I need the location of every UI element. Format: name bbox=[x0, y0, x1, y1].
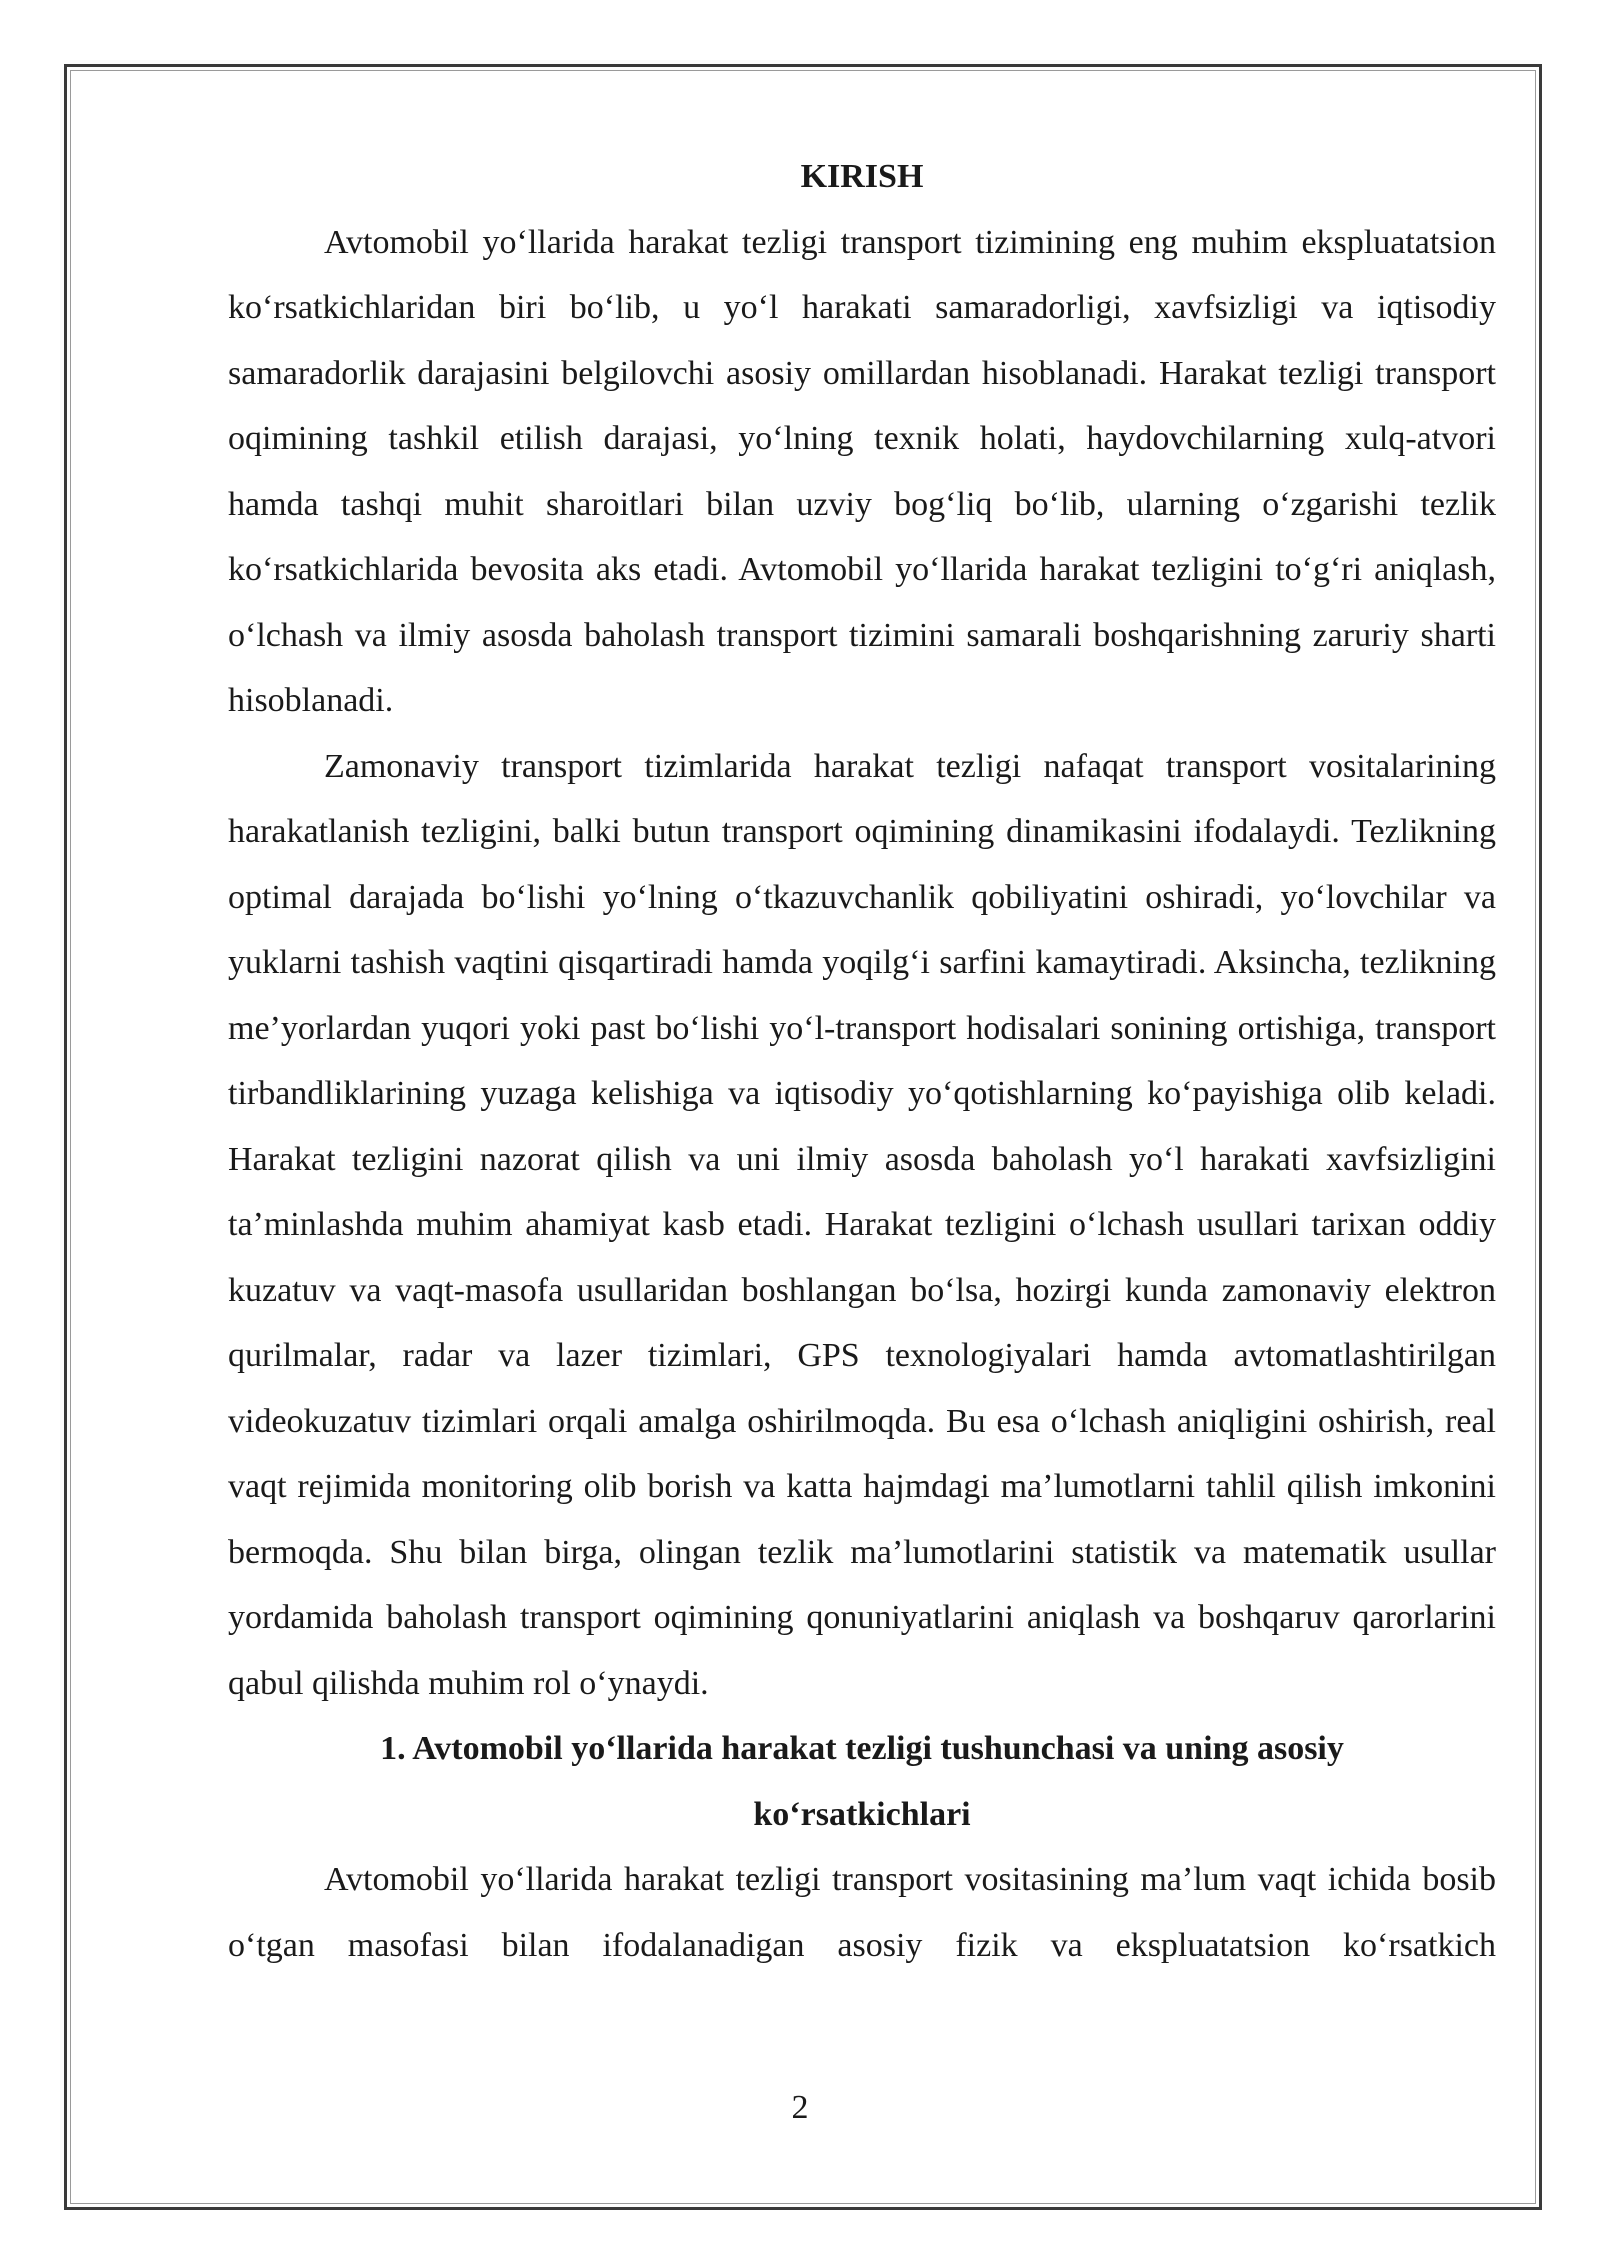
document-title: KIRISH bbox=[800, 158, 924, 195]
section-paragraph: Avtomobil yo‘llarida harakat tezligi transport vositasining ma’lum vaqt ichida bosib o‘tgan masofasi bilan ifodalanadigan asosiy fizik va ekspluatatsion ko‘rsatkich bbox=[228, 1861, 1496, 1964]
section-heading: 1. Avtomobil yo‘llarida harakat tezligi tushunchasi va uning asosiy ko‘rsatkichlari bbox=[380, 1730, 1344, 1833]
page-number: 2 bbox=[791, 2089, 809, 2126]
intro-paragraph-1: Avtomobil yo‘llarida harakat tezligi transport tizimining eng muhim ekspluatatsion ko‘rsatkichlaridan biri bo‘lib, u yo‘l harakati samaradorligi, xavfsizligi va iqtisodiy samaradorlik darajasini belgilovchi asosiy omillardan hisoblanadi. Harakat tezligi transport oqimining tashkil etilish darajasi, yo‘lning texnik holati, haydovchilarning xulq-atvori hamda tashqi muhit sharoitlari bilan uzviy bog‘liq bo‘lib, ularning o‘zgarishi tezlik ko‘rsatkichlarida bevosita aks etadi. Avtomobil yo‘llarida harakat tezligini to‘g‘ri aniqlash, o‘lchash va ilmiy asosda baholash transport tizimini samarali boshqarishning zaruriy sharti hisoblanadi. bbox=[228, 223, 1496, 719]
document-body bbox=[228, 144, 1496, 1978]
intro-paragraph-2: Zamonaviy transport tizimlarida harakat tezligi nafaqat transport vositalarining harakatlanish tezligini, balki butun transport oqimining dinamikasini ifodalaydi. Tezlikning optimal darajada bo‘lishi yo‘lning o‘tkazuvchanlik qobiliyatini oshiradi, yo‘lovchilar va yuklarni tashish vaqtini qisqartiradi hamda yoqilg‘i sarfini kamaytiradi. Aksincha, tezlikning me’yorlardan yuqori yoki past bo‘lishi yo‘l-transport hodisalari sonining ortishiga, transport tirbandliklarining yuzaga kelishiga va iqtisodiy yo‘qotishlarning ko‘payishiga olib keladi. Harakat tezligini nazorat qilish va uni ilmiy asosda baholash yo‘l harakati xavfsizligini ta’minlashda muhim ahamiyat kasb etadi. Harakat tezligini o‘lchash usullari tarixan oddiy kuzatuv va vaqt-masofa usullaridan boshlangan bo‘lsa, hozirgi kunda zamonaviy elektron qurilmalar, radar va lazer tizimlari, GPS texnologiyalari hamda avtomatlashtirilgan videokuzatuv tizimlari orqali amalga oshirilmoqda. Bu esa o‘lchash aniqligini oshirish, real vaqt rejimida monitoring olib borish va katta hajmdagi ma’lumotlarni tahlil qilish imkonini bermoqda. Shu bilan birga, olingan tezlik ma’lumotlarini statistik va matematik usullar yordamida baholash transport oqimining qonuniyatlarini aniqlash va boshqaruv qarorlarini qabul qilishda muhim rol o‘ynaydi. bbox=[228, 747, 1496, 1702]
